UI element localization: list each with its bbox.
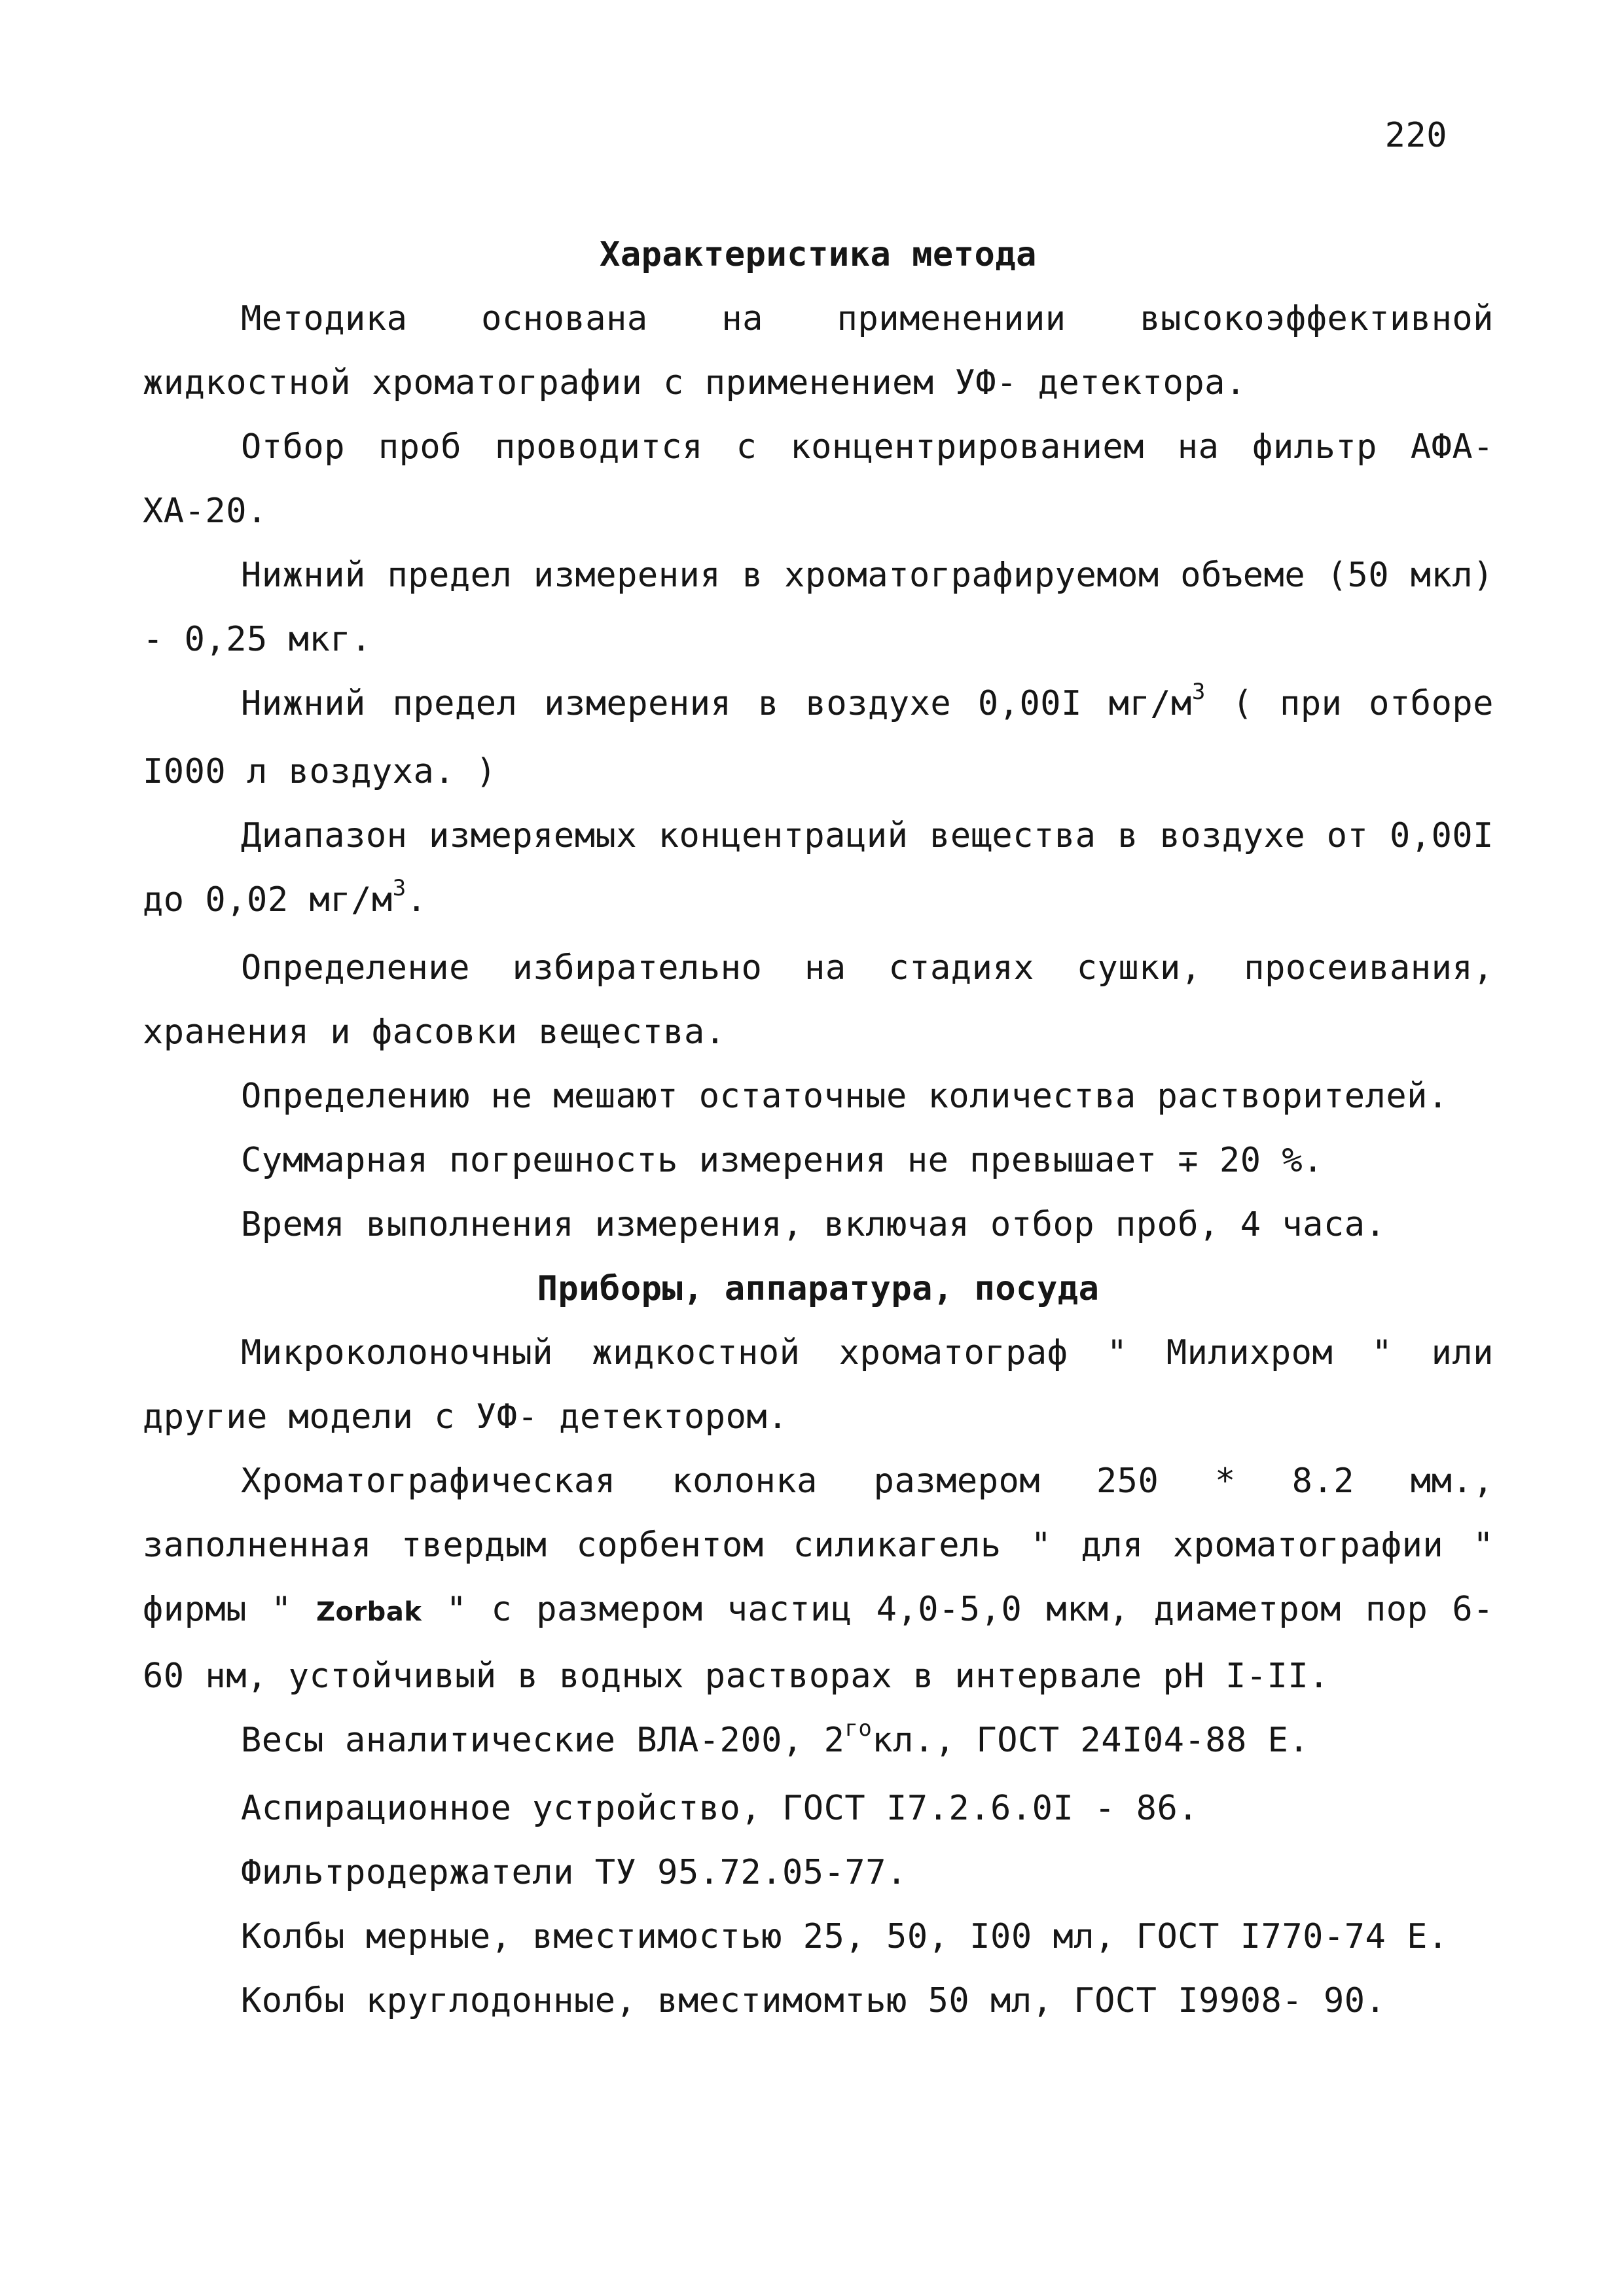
paragraph-filter-holders: Фильтродержатели ТУ 95.72.05-77. bbox=[241, 1853, 907, 1892]
text-run: " с размером частиц 4,0-5,0 мкм, диаметром пор 6-60 нм, устойчивый в водных растворах в интервале рН I-II. bbox=[143, 1590, 1494, 1696]
paragraph-round-flasks: Колбы круглодонные, вместимомтью 50 мл, ГОСТ I9908- 90. bbox=[241, 1981, 1386, 2020]
brand-name: Zorbak bbox=[316, 1597, 422, 1627]
page-number: 220 bbox=[1384, 116, 1447, 155]
paragraph-selectivity: Определение избирательно на стадиях сушки, просеивания, хранения и фасовки вещества. bbox=[143, 948, 1494, 1052]
paragraph-column bbox=[143, 1449, 1494, 1708]
text-run: ( при отборе I000 л воздуха. ) bbox=[143, 684, 1494, 791]
text-run: . bbox=[406, 880, 427, 920]
text-run: Нижний предел измерения в воздухе 0,00I мг/м bbox=[241, 684, 1192, 723]
heading-instruments: Приборы, аппаратура, посуда bbox=[537, 1269, 1100, 1308]
paragraph-lower-limit-air bbox=[143, 672, 1494, 804]
paragraph-concentration-range bbox=[143, 804, 1494, 936]
paragraph-aspiration-device: Аспирационное устройство, ГОСТ I7.2.6.0I - 86. bbox=[241, 1789, 1199, 1828]
paragraph-no-interference: Определению не мешают остаточные количества растворителей. bbox=[241, 1077, 1449, 1116]
superscript: го bbox=[844, 1715, 873, 1742]
paragraph-method-basis: Методика основана на применениии высокоэффективной жидкостной хроматографии с применением УФ- детектора. bbox=[143, 299, 1494, 403]
document-body bbox=[143, 223, 1494, 2033]
superscript: 3 bbox=[1191, 679, 1206, 705]
text-run: кл., ГОСТ 24I04-88 Е. bbox=[872, 1721, 1310, 1760]
paragraph-scales bbox=[143, 1708, 1494, 1776]
paragraph-chromatograph: Микроколоночный жидкостной хроматограф " Милихром " или другие модели с УФ- детектором. bbox=[143, 1333, 1494, 1437]
paragraph-lower-limit-volume: Нижний предел измерения в хроматографируемом объеме (50 мкл) - 0,25 мкг. bbox=[143, 556, 1494, 659]
heading-method-characteristics: Характеристика метода bbox=[600, 235, 1037, 274]
paragraph-total-error: Суммарная погрешность измерения не превышает ∓ 20 %. bbox=[241, 1141, 1324, 1180]
paragraph-sampling: Отбор проб проводится с концентрированием на фильтр АФА-ХА-20. bbox=[143, 427, 1494, 531]
text-run: Хроматографическая колонка размером 250 * 8.2 мм., заполненная твердым сорбентом силикагель " для хроматографии " фирмы " bbox=[143, 1462, 1494, 1629]
text-run: Весы аналитические ВЛА-200, 2 bbox=[241, 1721, 845, 1760]
text-run: Диапазон измеряемых концентраций вещества в воздухе от 0,00I до 0,02 мг/м bbox=[143, 816, 1494, 920]
superscript: 3 bbox=[392, 875, 406, 901]
paragraph-execution-time: Время выполнения измерения, включая отбор проб, 4 часа. bbox=[241, 1205, 1386, 1244]
paragraph-volumetric-flasks: Колбы мерные, вместимостью 25, 50, I00 мл, ГОСТ I770-74 Е. bbox=[241, 1917, 1449, 1956]
